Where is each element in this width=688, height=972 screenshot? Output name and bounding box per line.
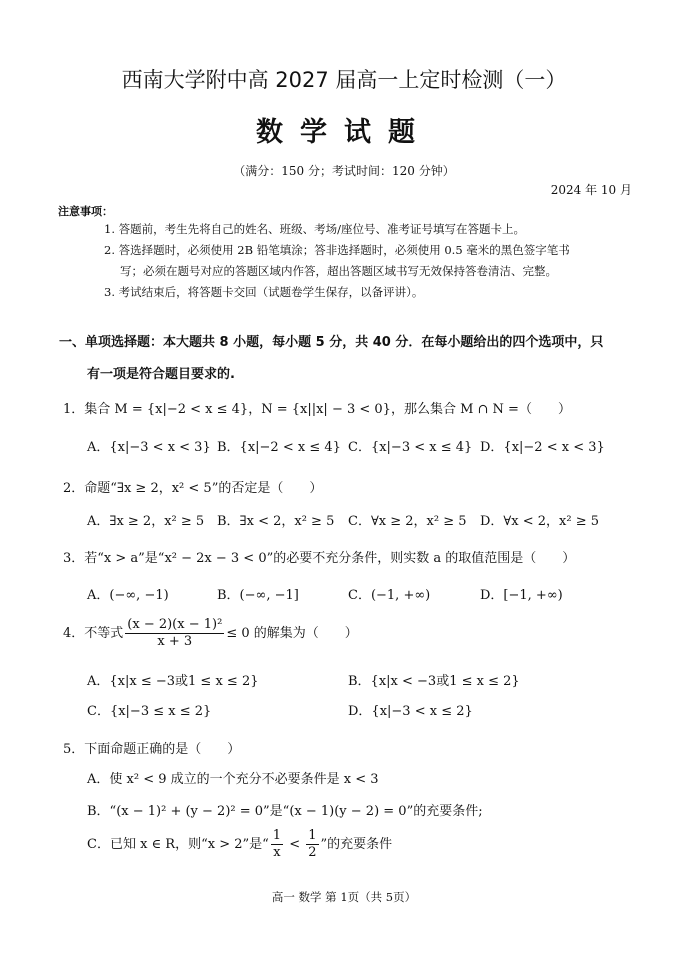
q2-option-d: D．∀x < 2，x² ≥ 5 (480, 514, 599, 529)
question-3-stem: 3．若“x > a”是“x² − 2x − 3 < 0”的必要不充分条件，则实数 a 的取值范围是（ ） (63, 551, 576, 566)
q5-c-fraction-2 (306, 828, 318, 861)
q1-option-a: A．{x|−3 < x < 3} (87, 440, 211, 455)
q2-option-a: A．∃x ≥ 2，x² ≥ 5 (87, 514, 205, 529)
section-heading-cont: 有一项是符合题目要求的. (87, 367, 235, 382)
q5-c-prefix: C．已知 x ∈ R，则“x > 2”是“ (87, 837, 269, 852)
q2-option-c: C．∀x ≥ 2，x² ≥ 5 (348, 514, 467, 529)
exam-date: 2024 年 10 月 (550, 183, 632, 197)
q4-stem-prefix: 4．不等式 (63, 626, 124, 641)
q5-c-num2: 1 (308, 828, 317, 843)
question-1-stem: 1．集合 M = {x|−2 < x ≤ 4}，N = {x||x| − 3 < 0}，那么集合 M ∩ N =（ ） (63, 402, 571, 417)
q5-option-b: B．“(x − 1)² + (y − 2)² = 0”是“(x − 1)(y − 2) = 0”的充要条件; (87, 804, 483, 819)
q5-option-c (87, 828, 392, 861)
section-heading: 一、单项选择题：本大题共 8 小题，每小题 5 分，共 40 分．在每小题给出的四个选项中，只 (59, 335, 604, 350)
q3-option-c: C．(−1, +∞) (348, 588, 431, 603)
exam-meta: （满分：150 分；考试时间：120 分钟） (233, 164, 455, 178)
question-4-stem (63, 617, 358, 650)
q4-option-a: A．{x|x ≤ −3或1 ≤ x ≤ 2} (87, 674, 259, 689)
q1-option-d: D．{x|−2 < x < 3} (480, 440, 605, 455)
question-2-stem: 2．命题“∃x ≥ 2，x² < 5”的否定是（ ） (63, 481, 323, 496)
q5-c-den1: x (273, 845, 281, 860)
q3-option-a: A．(−∞, −1) (87, 588, 169, 603)
q4-option-b: B．{x|x < −3或1 ≤ x ≤ 2} (348, 674, 520, 689)
note-item-2-cont: 写；必须在题号对应的答题区域内作答，超出答题区域书写无效保持答卷清洁、完整。 (120, 264, 557, 278)
exam-subtitle: 数学试题 (256, 117, 432, 148)
q4-denominator: x + 3 (157, 634, 193, 649)
note-item-2: 2. 答选择题时，必须使用 2B 铅笔填涂；答非选择题时，必须使用 0.5 毫米的黑色签字笔书 (104, 243, 570, 257)
q5-c-num1: 1 (272, 828, 282, 843)
q4-option-d: D．{x|−3 < x ≤ 2} (348, 704, 473, 719)
q3-option-b: B．(−∞, −1] (217, 588, 299, 603)
q5-c-suffix: ”的充要条件 (320, 837, 393, 852)
q4-fraction (125, 617, 224, 650)
q5-c-lt: < (285, 837, 305, 852)
note-item-1: 1. 答题前，考生先将自己的姓名、班级、考场/座位号、准考证号填写在答题卡上。 (104, 222, 525, 236)
q1-option-c: C．{x|−3 < x ≤ 4} (348, 440, 473, 455)
exam-title: 西南大学附中高 2027 届高一上定时检测（一） (121, 68, 567, 92)
q4-numerator: (x − 2)(x − 1)² (127, 617, 223, 632)
q2-option-b: B．∃x < 2，x² ≥ 5 (217, 514, 335, 529)
q1-option-b: B．{x|−2 < x ≤ 4} (217, 440, 341, 455)
q5-option-a: A．使 x² < 9 成立的一个充分不必要条件是 x < 3 (87, 772, 379, 787)
q5-c-fraction-1 (271, 828, 283, 861)
q4-stem-suffix: ≤ 0 的解集为（ ） (226, 626, 358, 641)
q4-option-c: C．{x|−3 ≤ x ≤ 2} (87, 704, 212, 719)
q5-c-den2: 2 (308, 845, 317, 860)
q3-option-d: D．[−1, +∞) (480, 588, 563, 603)
notes-heading: 注意事项： (58, 205, 113, 218)
note-item-3: 3. 考试结束后，将答题卡交回（试题卷学生保存，以备评讲）。 (104, 285, 424, 299)
question-5-stem: 5．下面命题正确的是（ ） (63, 742, 241, 757)
page-footer: 高一 数学 第 1页（共 5页） (271, 890, 417, 904)
